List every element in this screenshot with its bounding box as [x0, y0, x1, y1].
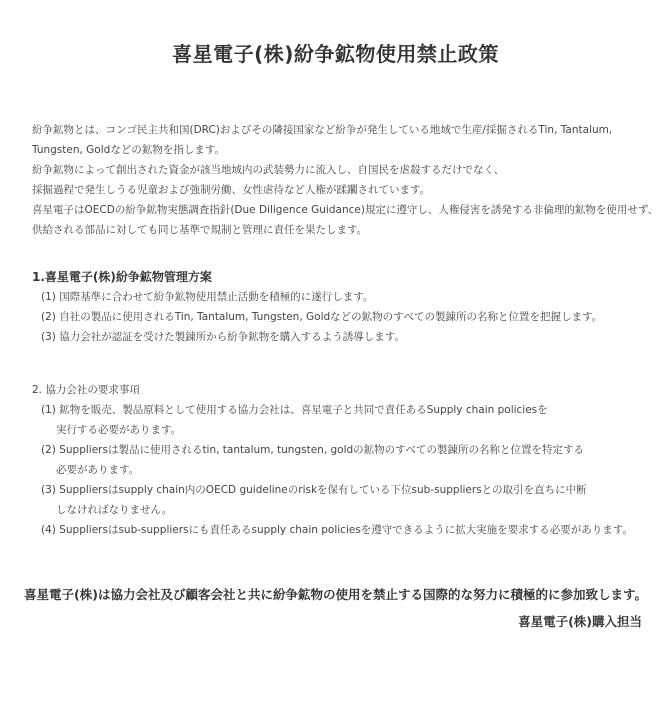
section-heading: 2. 協力会社の要求事項	[32, 384, 140, 396]
section-supplier-requirements	[32, 380, 662, 540]
section-management-plan	[32, 267, 662, 347]
intro-line: 喜星電子はOECDの紛争鉱物実態調査指針(Due Diligence Guidance)規定に遵守し、人権侵害を誘発する非倫理的鉱物を使用せず、	[32, 204, 659, 216]
list-item: (1) 国際基準に合わせて紛争鉱物使用禁止活動を積極的に遂行します。	[41, 291, 374, 303]
intro-line: Tungsten, Goldなどの鉱物を指します。	[32, 144, 225, 156]
page-title: 喜星電子(株)紛争鉱物使用禁止政策	[172, 42, 499, 66]
intro-line: 採掘過程で発生しうる児童および強制労働、女性虐待など人権が蹂躙されています。	[32, 184, 431, 196]
list-item: (3) 協力会社が認証を受けた製錬所から紛争鉱物を購入するよう誘導します。	[41, 331, 405, 343]
list-item: (1) 鉱物を販売、製品原料として使用する協力会社は、喜星電子と共同で責任あるSupply chain policiesを	[41, 404, 548, 416]
list-item: (2) 自社の製品に使用されるTin, Tantalum, Tungsten, Goldなどの鉱物のすべての製錬所の名称と位置を把握します。	[41, 311, 603, 323]
list-item: (4) Suppliersはsub-suppliersにも責任あるsupply chain policiesを遵守できるように拡大実施を要求する必要があります。	[41, 524, 633, 536]
signature: 喜星電子(株)購入担当	[518, 614, 642, 629]
list-item-continuation: しなければなりません。	[56, 504, 173, 516]
section-heading: 1.喜星電子(株)紛争鉱物管理方案	[32, 270, 212, 284]
intro-line: 紛争鉱物とは、コンゴ民主共和国(DRC)およびその隣接国家など紛争が発生している地域で生産/採掘されるTin, Tantalum,	[32, 124, 613, 136]
list-item-continuation: 実行する必要があります。	[56, 424, 182, 436]
closing-statement: 喜星電子(株)は協力会社及び顧客会社と共に紛争鉱物の使用を禁止する国際的な努力に積極的に参加致します。	[24, 587, 647, 602]
intro-line: 紛争鉱物によって創出された資金が該当地域内の武装勢力に流入し、自国民を虐殺するだけでなく、	[32, 164, 505, 176]
intro-line: 供給される部品に対しても同じ基準で規制と管理に責任を果たします。	[32, 224, 368, 236]
list-item-continuation: 必要があります。	[56, 464, 140, 476]
list-item: (3) Suppliersはsupply chain内のOECD guidelineのriskを保有している下位sub-suppliersとの取引を直ちに中断	[41, 484, 587, 496]
list-item: (2) Suppliersは製品に使用されるtin, tantalum, tungsten, goldの鉱物のすべての製錬所の名称と位置を特定する	[41, 444, 584, 456]
intro-paragraph	[32, 120, 662, 240]
